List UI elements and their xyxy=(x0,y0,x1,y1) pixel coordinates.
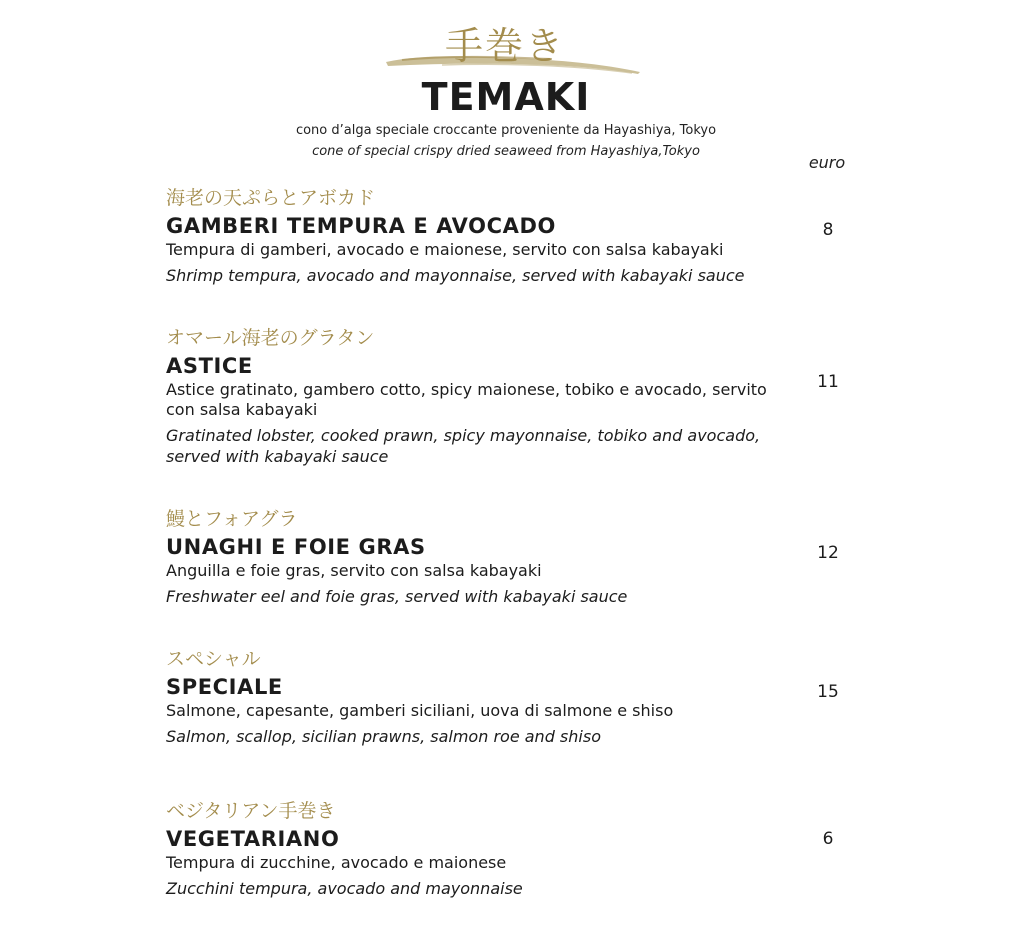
menu-item-description-english: Shrimp tempura, avocado and mayonnaise, served with kabayaki sauce xyxy=(166,266,745,285)
menu-item-japanese-name: ベジタリアン手巻き xyxy=(166,800,336,822)
subtitle-english: cone of special crispy dried seaweed from Hayashiya,Tokyo xyxy=(312,144,700,159)
menu-item-description-italian: Astice gratinato, gambero cotto, spicy maionese, tobiko e avocado, servito con salsa kabayaki xyxy=(166,380,767,419)
menu-item-name: SPECIALE xyxy=(166,675,283,699)
menu-item-japanese-name: スペシャル xyxy=(166,648,261,670)
menu-item-japanese-name: 鰻とフォアグラ xyxy=(166,508,298,530)
menu-item-description-english: Gratinated lobster, cooked prawn, spicy mayonnaise, tobiko and avocado, served with kabayaki sauce xyxy=(166,426,761,466)
menu-item-description-italian: Tempura di gamberi, avocado e maionese, servito con salsa kabayaki xyxy=(166,240,724,259)
menu-item xyxy=(166,326,776,467)
japanese-title: 手巻き xyxy=(444,24,565,68)
menu-item-name: GAMBERI TEMPURA E AVOCADO xyxy=(166,214,556,238)
menu-item xyxy=(166,799,776,899)
menu-item-price: 6 xyxy=(822,829,834,849)
menu-item xyxy=(166,507,776,607)
menu-item xyxy=(166,647,776,747)
subtitle-italian: cono d’alga speciale croccante proveniente da Hayashiya, Tokyo xyxy=(295,123,717,138)
menu-item-description-english: Salmon, scallop, sicilian prawns, salmon roe and shiso xyxy=(166,727,601,746)
menu-item-price: 11 xyxy=(817,372,839,392)
menu-item-name: VEGETARIANO xyxy=(166,827,340,851)
menu-item-description-english: Zucchini tempura, avocado and mayonnaise xyxy=(166,879,523,898)
menu-item-price: 15 xyxy=(817,682,839,702)
menu-item-name: UNAGHI E FOIE GRAS xyxy=(166,535,426,559)
menu-item-japanese-name: オマール海老のグラタン xyxy=(166,327,375,349)
menu-item-description-italian: Anguilla e foie gras, servito con salsa kabayaki xyxy=(166,561,542,580)
page-title: TEMAKI xyxy=(421,75,591,119)
menu-item-description-english: Freshwater eel and foie gras, served with kabayaki sauce xyxy=(166,587,628,606)
menu-item-name: ASTICE xyxy=(166,354,253,378)
menu-item-price: 12 xyxy=(817,543,839,563)
menu-item-description-italian: Tempura di zucchine, avocado e maionese xyxy=(166,853,507,872)
menu-item xyxy=(166,186,776,286)
menu-item-japanese-name: 海老の天ぷらとアボカド xyxy=(166,187,376,209)
currency-label: euro xyxy=(808,153,846,172)
menu-item-description-italian: Salmone, capesante, gamberi siciliani, uova di salmone e shiso xyxy=(166,701,674,720)
menu-item-price: 8 xyxy=(822,220,834,240)
